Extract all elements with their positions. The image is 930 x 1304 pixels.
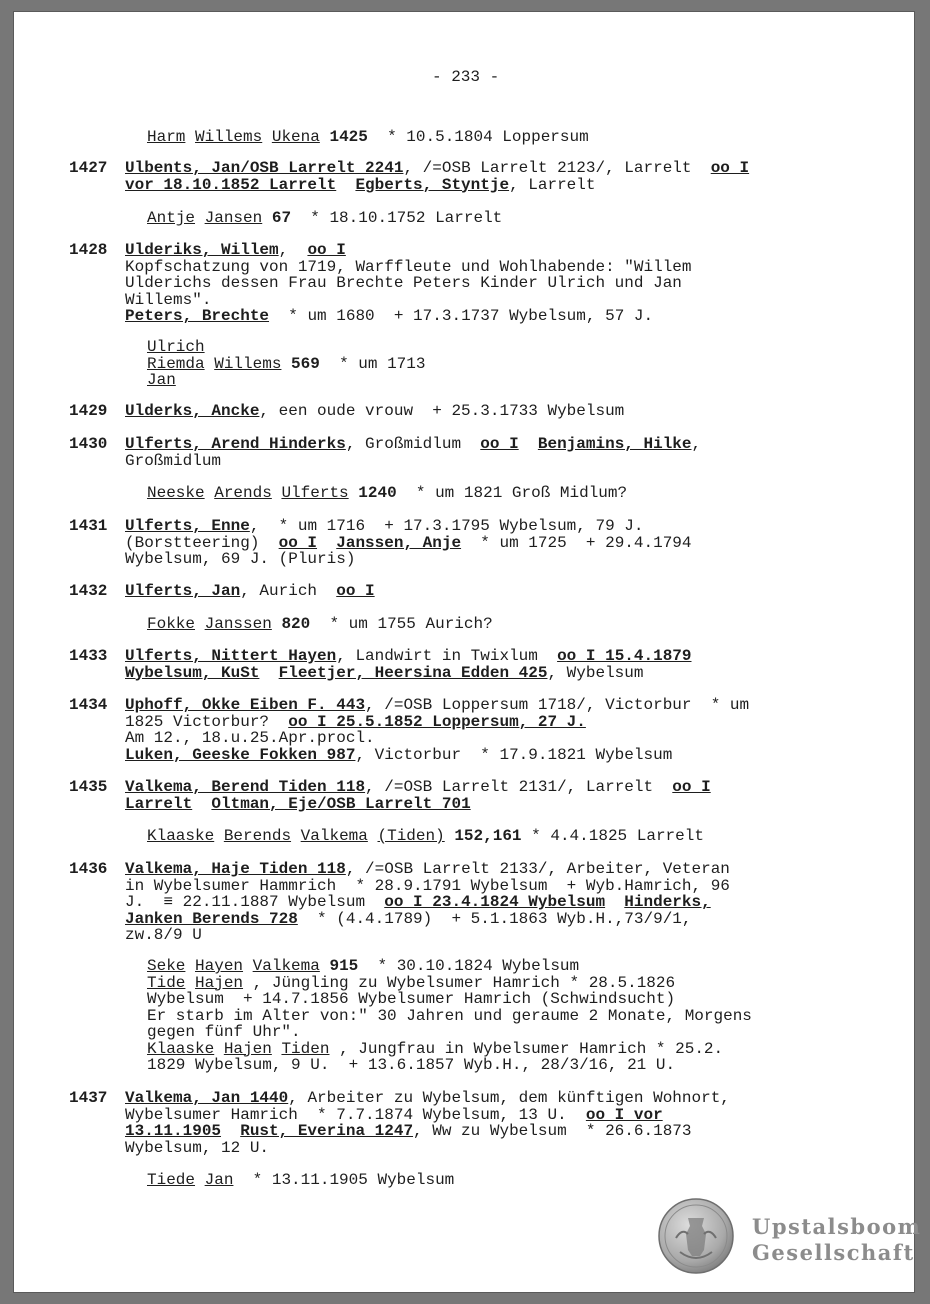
entry-number: 1433 [69,647,108,665]
genealogy-entry [69,241,855,325]
entry-text-line: Wybelsum, 12 U. [125,1138,270,1157]
genealogy-entry [69,860,855,944]
entry-number: 1434 [69,696,108,714]
entry-text-line: Ulferts, Enne, * um 1716 + 17.3.1795 Wybelsum, 79 J. [125,517,644,535]
children-list [147,339,847,389]
genealogy-entry [69,435,855,470]
children-list [147,485,847,502]
entry-number: 1431 [69,517,108,535]
entry-number: 1430 [69,435,108,453]
society-name-line1: Upstalsboom [752,1214,922,1239]
children-list [147,129,847,146]
entry-text-line: Peters, Brechte * um 1680 + 17.3.1737 Wybelsum, 57 J. [125,307,654,325]
entry-number: 1437 [69,1089,108,1107]
child-text-line: Tiede Jan * 13.11.1905 Wybelsum [147,1171,455,1189]
entry-text-line: Ulbents, Jan/OSB Larrelt 2241, /=OSB Larrelt 2123/, Larrelt oo I [125,159,750,177]
entry-text-line: Am 12., 18.u.25.Apr.procl. [125,729,375,747]
entry-number: 1427 [69,159,108,177]
entry-text-line: Wybelsum, KuSt Fleetjer, Heersina Edden 425, Wybelsum [125,663,644,682]
children-list [147,616,847,633]
entry-text-line: Larrelt Oltman, Eje/OSB Larrelt 701 [125,794,471,813]
entry-text-line: Willems". [125,290,212,309]
genealogy-entry [69,1089,855,1157]
entry-text-line: Valkema, Berend Tiden 118, /=OSB Larrelt 2131/, Larrelt oo I [125,778,711,796]
entry-text-line: Valkema, Jan 1440, Arbeiter zu Wybelsum, dem künftigen Wohnort, [125,1089,730,1107]
entry-number: 1428 [69,241,108,259]
document-body [14,12,914,1292]
society-seal-logo [658,1198,734,1274]
entry-text-line: Wybelsum, 69 J. (Pluris) [125,550,356,568]
entry-text-line: in Wybelsumer Hammrich * 28.9.1791 Wybelsum + Wyb.Hamrich, 96 [125,876,730,895]
child-text-line: Klaaske Hajen Tiden , Jungfrau in Wybelsumer Hamrich * 25.2. [147,1039,724,1058]
entry-text-line: zw.8/9 U [125,926,202,944]
entry-number: 1436 [69,860,108,878]
genealogy-entry [69,778,855,813]
genealogy-entry [69,159,855,194]
child-text-line: 1829 Wybelsum, 9 U. + 13.6.1857 Wyb.H., 28/3/16, 21 U. [147,1056,676,1074]
child-text-line: Er starb im Alter von:" 30 Jahren und geraume 2 Monate, Morgens [147,1006,752,1025]
child-text-line: Klaaske Berends Valkema (Tiden) 152,161 * 4.4.1825 Larrelt [147,827,704,845]
entry-text-line: Wybelsumer Hamrich * 7.7.1874 Wybelsum, 13 U. oo I vor [125,1105,663,1124]
child-text-line: Ulrich [147,338,205,356]
child-text-line: Riemda Willems 569 * um 1713 [147,354,426,373]
child-text-line: Jan [147,371,176,389]
entry-text-line: J. ≡ 22.11.1887 Wybelsum oo I 23.4.1824 Wybelsum Hinderks, [125,893,711,911]
child-text-line: Seke Hayen Valkema 915 * 30.10.1824 Wybelsum [147,957,580,975]
genealogy-entry [69,517,855,568]
entry-number: 1432 [69,582,108,600]
entry-text-line: Kopfschatzung von 1719, Warffleute und Wohlhabende: "Willem [125,257,692,276]
entry-text-line: 13.11.1905 Rust, Everina 1247, Ww zu Wybelsum * 26.6.1873 [125,1122,692,1140]
entry-text-line: vor 18.10.1852 Larrelt Egberts, Styntje, Larrelt [125,175,596,194]
entry-text-line: Großmidlum [125,451,222,470]
entry-text-line: Ulferts, Jan, Aurich oo I [125,582,375,600]
entry-number: 1429 [69,402,108,420]
society-name [752,1214,921,1266]
entry-text-line: Ulferts, Nittert Hayen, Landwirt in Twixlum oo I 15.4.1879 [125,647,692,665]
child-text-line: Harm Willems Ukena 1425 * 10.5.1804 Loppersum [147,128,589,146]
children-list [147,1172,847,1189]
society-name-line2: Gesellschaft [752,1240,915,1265]
genealogy-entry [69,402,855,420]
children-list [147,828,847,845]
entry-text-line: Ulderks, Ancke, een oude vrouw + 25.3.1733 Wybelsum [125,402,625,420]
document-page [14,12,922,1292]
page-number: - 233 - [432,68,500,86]
entry-number: 1435 [69,778,108,796]
children-list [147,210,847,227]
child-text-line: gegen fünf Uhr". [147,1023,301,1041]
entry-text-line: Valkema, Haje Tiden 118, /=OSB Larrelt 2133/, Arbeiter, Veteran [125,860,730,878]
entry-text-line: Luken, Geeske Fokken 987, Victorbur * 17.9.1821 Wybelsum [125,745,673,764]
genealogy-entry [69,647,855,682]
child-text-line: Wybelsum + 14.7.1856 Wybelsumer Hamrich (Schwindsucht) [147,990,676,1008]
entry-text-line: (Borstteering) oo I Janssen, Anje * um 1725 + 29.4.1794 [125,533,692,552]
children-list [147,958,847,1074]
child-text-line: Fokke Janssen 820 * um 1755 Aurich? [147,615,493,633]
child-text-line: Tide Hajen , Jüngling zu Wybelsumer Hamrich * 28.5.1826 [147,973,676,992]
entry-text-line: 1825 Victorbur? oo I 25.5.1852 Loppersum, 27 J. [125,712,586,731]
genealogy-entry [69,582,855,600]
entry-text-line: Janken Berends 728 * (4.4.1789) + 5.1.1863 Wyb.H.,73/9/1, [125,909,692,928]
child-text-line: Neeske Arends Ulferts 1240 * um 1821 Groß Midlum? [147,484,628,502]
entry-text-line: Ulferts, Arend Hinderks, Großmidlum oo I Benjamins, Hilke, [125,435,702,453]
entry-text-line: Uphoff, Okke Eiben F. 443, /=OSB Loppersum 1718/, Victorbur * um [125,696,750,714]
child-text-line: Antje Jansen 67 * 18.10.1752 Larrelt [147,209,503,227]
entry-text-line: Ulderiks, Willem, oo I [125,241,346,259]
genealogy-entry [69,696,855,764]
entry-text-line: Ulderichs dessen Frau Brechte Peters Kinder Ulrich und Jan [125,274,682,292]
